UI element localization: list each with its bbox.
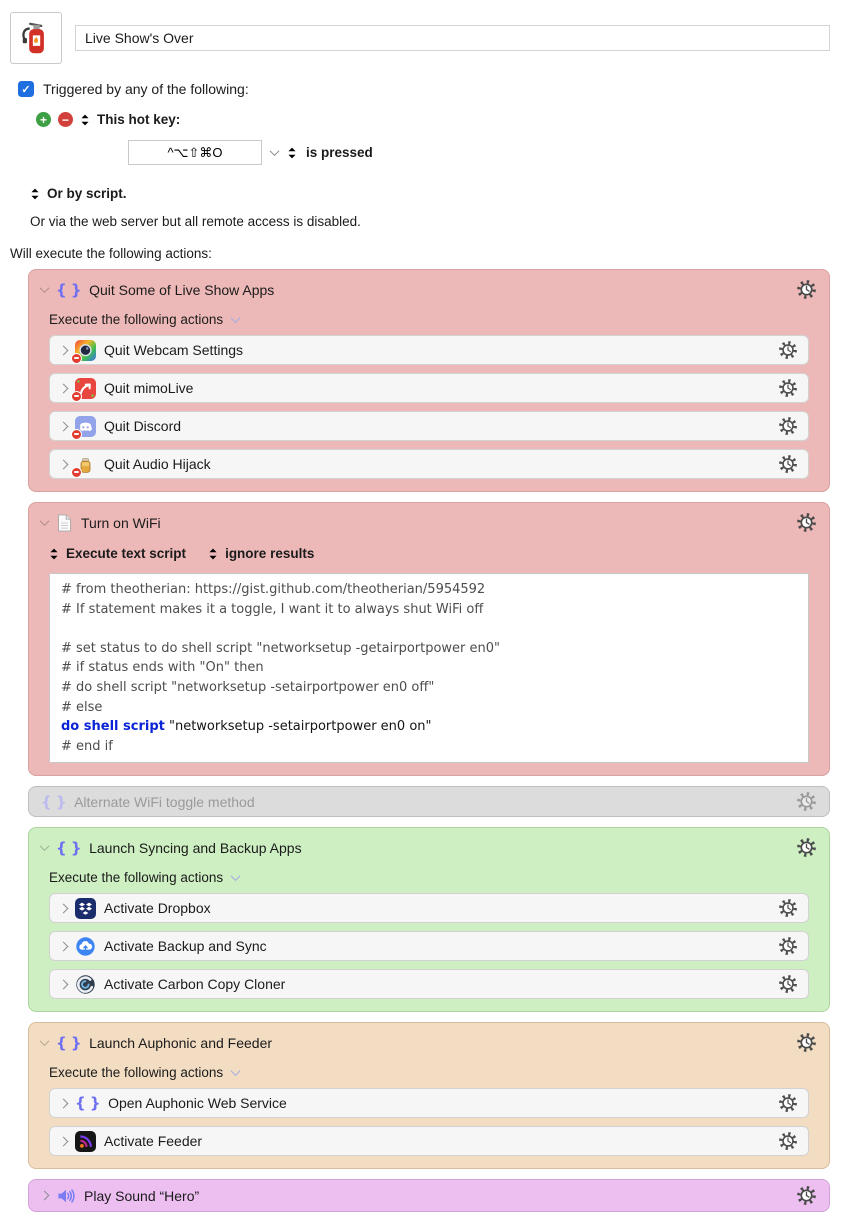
group-title: Alternate WiFi toggle method — [74, 793, 255, 810]
quit-badge-icon — [71, 353, 82, 364]
webcam-settings-app-icon — [75, 340, 96, 361]
backup-and-sync-app-icon — [75, 936, 96, 957]
gear-clock-menu-button[interactable] — [796, 1185, 817, 1206]
action-row-activate-feeder[interactable] — [49, 1126, 809, 1156]
execute-mode-chevron-icon[interactable] — [231, 313, 241, 323]
braces-icon — [75, 1094, 100, 1112]
action-group-launch-syncing — [28, 827, 830, 1012]
quit-badge-icon — [71, 429, 82, 440]
action-title: Quit Audio Hijack — [104, 456, 211, 472]
macro-name-input[interactable] — [75, 25, 830, 51]
action-row-activate-dropbox[interactable] — [49, 893, 809, 923]
action-collapse-chevron-icon[interactable] — [59, 1136, 69, 1146]
action-collapse-chevron-icon[interactable] — [59, 941, 69, 951]
action-collapse-chevron-icon[interactable] — [59, 903, 69, 913]
action-group-launch-auphonic-feeder — [28, 1022, 830, 1169]
action-group-quit-apps — [28, 269, 830, 492]
hotkey-dropdown-chevron-icon[interactable] — [270, 146, 280, 156]
action-title: Activate Feeder — [104, 1133, 203, 1150]
script-type-popup-icon[interactable] — [49, 547, 59, 561]
group-title: Turn on WiFi — [81, 514, 161, 531]
action-collapse-chevron-icon[interactable] — [59, 345, 69, 355]
action-row-quit-webcam-settings[interactable] — [49, 335, 809, 365]
action-row-open-auphonic[interactable] — [49, 1088, 809, 1118]
action-title: Activate Backup and Sync — [104, 938, 267, 955]
action-collapse-chevron-icon[interactable] — [40, 1191, 50, 1201]
gear-clock-menu-button[interactable] — [796, 1032, 817, 1053]
action-row-activate-backup-and-sync[interactable] — [49, 931, 809, 961]
hotkey-trigger-label[interactable]: This hot key: — [97, 112, 181, 127]
results-mode-label[interactable]: ignore results — [225, 546, 315, 561]
gear-clock-menu-button[interactable] — [796, 837, 817, 858]
gear-clock-menu-button[interactable] — [778, 936, 798, 956]
mimolive-app-icon — [75, 378, 96, 399]
action-row-play-sound[interactable] — [28, 1179, 830, 1212]
script-document-icon — [56, 513, 73, 533]
action-title: Open Auphonic Web Service — [108, 1095, 287, 1112]
action-row-quit-audio-hijack[interactable] — [49, 449, 809, 479]
action-title: Quit Webcam Settings — [104, 342, 244, 358]
script-line: # do shell script "networksetup -setairportpower en0 off" — [61, 679, 435, 695]
action-title: Activate Carbon Copy Cloner — [104, 976, 286, 993]
feeder-app-icon — [75, 1131, 96, 1152]
action-group-alternate-wifi-disabled[interactable] — [28, 786, 830, 817]
gear-clock-menu-button[interactable] — [778, 1131, 798, 1151]
gear-clock-menu-button[interactable] — [778, 898, 798, 918]
web-trigger-note: Or via the web server but all remote access is disabled. — [30, 214, 361, 229]
trigger-section-label: Triggered by any of the following: — [43, 81, 249, 97]
gear-clock-menu-button[interactable] — [778, 340, 798, 360]
action-collapse-chevron-icon[interactable] — [59, 979, 69, 989]
quit-badge-icon — [71, 391, 82, 402]
execute-mode-label[interactable]: Execute the following actions — [49, 1065, 224, 1081]
gear-clock-menu-button[interactable] — [778, 974, 798, 994]
fire-extinguisher-icon — [15, 17, 57, 59]
action-collapse-chevron-icon[interactable] — [59, 459, 69, 469]
hotkey-state-popup-icon[interactable] — [287, 146, 297, 160]
script-trigger-popup-icon[interactable] — [30, 187, 40, 201]
execute-mode-chevron-icon[interactable] — [231, 871, 241, 881]
script-line: # from theotherian: https://gist.github.com/theotherian/5954592 — [61, 582, 486, 597]
script-line: # if status ends with "On" then — [61, 660, 264, 676]
remove-trigger-button[interactable]: − — [58, 112, 73, 127]
script-line: # end if — [61, 738, 113, 754]
gear-clock-menu-button[interactable] — [796, 512, 817, 533]
add-trigger-button[interactable]: + — [36, 112, 51, 127]
group-braces-icon — [56, 281, 81, 299]
execute-mode-chevron-icon[interactable] — [231, 1066, 241, 1076]
gear-clock-menu-button[interactable] — [796, 791, 817, 812]
script-trigger-label[interactable]: Or by script. — [47, 186, 127, 201]
script-editor[interactable] — [49, 573, 809, 763]
script-line — [61, 619, 797, 639]
action-collapse-chevron-icon[interactable] — [59, 1098, 69, 1108]
gear-clock-menu-button[interactable] — [778, 454, 798, 474]
action-title: Quit mimoLive — [104, 380, 194, 396]
script-type-label[interactable]: Execute text script — [66, 546, 187, 561]
group-collapse-chevron-icon[interactable] — [40, 1036, 50, 1046]
group-braces-icon — [41, 793, 66, 811]
action-title: Activate Dropbox — [104, 900, 211, 917]
action-row-quit-mimolive[interactable] — [49, 373, 809, 403]
execute-mode-label[interactable]: Execute the following actions — [49, 870, 224, 886]
actions-header: Will execute the following actions: — [10, 246, 212, 261]
script-line: # else — [61, 699, 103, 715]
action-collapse-chevron-icon[interactable] — [59, 421, 69, 431]
carbon-copy-cloner-app-icon — [75, 974, 96, 995]
quit-badge-icon — [71, 467, 82, 478]
group-title: Launch Auphonic and Feeder — [89, 1034, 273, 1051]
trigger-type-popup-icon[interactable] — [80, 113, 90, 127]
group-title: Launch Syncing and Backup Apps — [89, 839, 302, 856]
dropbox-app-icon — [75, 898, 96, 919]
gear-clock-menu-button[interactable] — [778, 416, 798, 436]
macro-header — [10, 12, 830, 64]
group-braces-icon — [56, 1034, 81, 1052]
action-title: Play Sound “Hero” — [84, 1187, 200, 1204]
action-row-quit-discord[interactable] — [49, 411, 809, 441]
speaker-icon — [56, 1186, 76, 1206]
gear-clock-menu-button[interactable] — [778, 378, 798, 398]
script-line: # If statement makes it a toggle, I want it to always shut WiFi off — [61, 601, 484, 617]
trigger-enabled-checkbox[interactable]: ✓ — [18, 81, 34, 97]
discord-app-icon — [75, 416, 96, 437]
action-title: Quit Discord — [104, 418, 182, 434]
execute-mode-label[interactable]: Execute the following actions — [49, 312, 224, 327]
action-row-activate-carbon-copy-cloner[interactable] — [49, 969, 809, 999]
results-mode-popup-icon[interactable] — [208, 547, 218, 561]
script-line: # set status to do shell script "networksetup -getairportpower en0" — [61, 640, 501, 656]
gear-clock-menu-button[interactable] — [796, 279, 817, 300]
hotkey-field[interactable] — [128, 140, 262, 165]
hotkey-state-label[interactable]: is pressed — [306, 145, 373, 160]
group-title: Quit Some of Live Show Apps — [89, 281, 275, 298]
macro-icon-button[interactable] — [10, 12, 62, 64]
group-collapse-chevron-icon[interactable] — [40, 841, 50, 851]
action-collapse-chevron-icon[interactable] — [59, 383, 69, 393]
group-collapse-chevron-icon[interactable] — [40, 516, 50, 526]
audio-hijack-app-icon — [75, 454, 96, 475]
group-braces-icon — [56, 839, 81, 857]
action-group-turn-on-wifi — [28, 502, 830, 776]
group-collapse-chevron-icon[interactable] — [40, 283, 50, 293]
gear-clock-menu-button[interactable] — [778, 1093, 798, 1113]
script-line-code: do shell script "networksetup -setairportpower en0 on" — [61, 719, 432, 735]
